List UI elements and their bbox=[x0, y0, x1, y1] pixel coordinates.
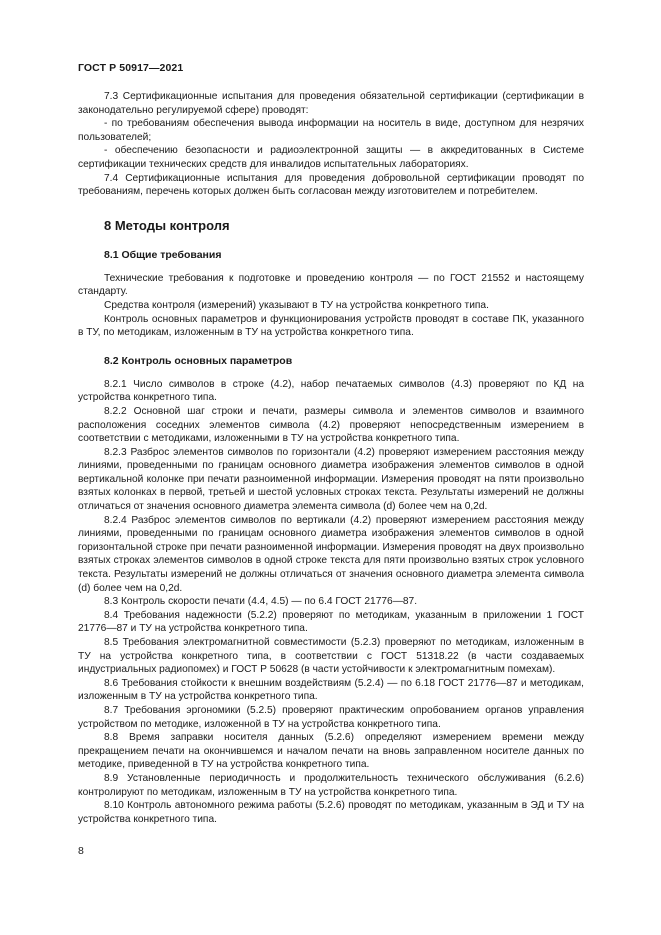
paragraph-8-6: 8.6 Требования стойкости к внешним воздействиям (5.2.4) — по 6.18 ГОСТ 21776—87 и методикам, изложенным в ТУ на устройства конкретного типа. bbox=[78, 677, 584, 703]
page-content bbox=[78, 90, 584, 826]
paragraph-8-2-1: 8.2.1 Число символов в строке (4.2), набор печатаемых символов (4.3) проверяют по КД на устройства конкретного типа. bbox=[78, 378, 584, 404]
paragraph-8-1-a: Технические требования к подготовке и проведению контроля — по ГОСТ 21552 и настоящему стандарту. bbox=[78, 272, 584, 298]
paragraph-8-1-b: Средства контроля (измерений) указывают в ТУ на устройства конкретного типа. bbox=[104, 299, 489, 311]
paragraph-8-10: 8.10 Контроль автономного режима работы (5.2.6) проводят по методикам, указанным в ЭД и ТУ на устройства конкретного типа. bbox=[78, 800, 584, 825]
paragraph-7-3: 7.3 Сертификационные испытания для проведения обязательной сертификации (сертификации в законодательно регулируемой сфере) проводят: bbox=[78, 91, 584, 116]
section-8-title: 8 Методы контроля bbox=[104, 217, 230, 233]
paragraph-8-2-3: 8.2.3 Разброс элементов символов по горизонтали (4.2) проверяют измерением расстояния между линиями, проведенными по границам основного диаметра изображения элементов символов в одной вертикальной колонке при печати разноименной информации. Измерения проводят на пяти произвольно взятых колонках в первой, третьей и шестой условных строках текста. Результаты измерений не должны отличаться от значения основного диаметра элемента символа (d) более чем на 0,2d. bbox=[78, 446, 584, 513]
paragraph-8-7: 8.7 Требования эргономики (5.2.5) проверяют практическим опробованием органов управления устройством по методике, изложенной в ТУ на устройства конкретного типа. bbox=[78, 704, 584, 730]
paragraph-8-5: 8.5 Требования электромагнитной совместимости (5.2.3) проверяют по методикам, изложенным в ТУ на устройства конкретного типа, в соответствии с ГОСТ 51318.22 (в части создаваемых индустриальных радиопомех) и ГОСТ Р 50628 (в части устойчивости к электромагнитным помехам). bbox=[78, 637, 584, 676]
paragraph-8-9: 8.9 Установленные периодичность и продолжительность технического обслуживания (6.2.6) контролируют по методикам, изложенным в ТУ на устройства конкретного типа. bbox=[78, 772, 584, 798]
paragraph-8-8: 8.8 Время заправки носителя данных (5.2.6) определяют измерением времени между прекращением печати на окончившемся и началом печати на вновь заправленном носителе данных по методике, приведенной в ТУ на устройства конкретного типа. bbox=[78, 732, 584, 771]
paragraph-8-2-4: 8.2.4 Разброс элементов символов по вертикали (4.2) проверяют измерением расстояния между линиями, проведенными по границам основного диаметра изображения элементов символов в одной горизонтальной строке при печати разноименной информации. Измерения проводят на двух произвольно взятых строках элементов символов в одной строке текста для пяти произвольно взятых строк условного текста. Результаты измерений не должны отличаться от значения основного диаметра элемента символа (d) более чем на 0,2d. bbox=[78, 514, 584, 594]
paragraph-8-2-2: 8.2.2 Основной шаг строки и печати, размеры символа и элементов символов и взаимного расположения соседних элементов символа (4.2) проверяют непосредственным измерением в соответствии с методиками, изложенными в ТУ на устройства конкретного типа. bbox=[78, 405, 584, 445]
paragraph-8-3: 8.3 Контроль скорости печати (4.4, 4.5) — по 6.4 ГОСТ 21776—87. bbox=[104, 596, 418, 608]
paragraph-8-4: 8.4 Требования надежности (5.2.2) проверяют по методикам, указанным в приложении 1 ГОСТ 21776—87 и ТУ на устройства конкретного типа. bbox=[78, 609, 584, 635]
paragraph-7-3-item-1: - по требованиям обеспечения вывода информации на носитель в виде, доступном для незрячих пользователей; bbox=[78, 118, 584, 143]
document-header: ГОСТ Р 50917—2021 bbox=[78, 62, 184, 74]
paragraph-7-4: 7.4 Сертификационные испытания для проведения добровольной сертификации проводят по требованиям, перечень которых должен быть согласован между изготовителем и потребителем. bbox=[78, 172, 584, 198]
subsection-8-1-title: 8.1 Общие требования bbox=[104, 248, 222, 261]
subsection-8-2-title: 8.2 Контроль основных параметров bbox=[104, 354, 293, 367]
paragraph-8-1-c: Контроль основных параметров и функционирования устройств проводят в составе ПК, указанного в ТУ, по методикам, изложенным в ТУ на устройства конкретного типа. bbox=[78, 313, 584, 339]
paragraph-7-3-item-2: - обеспечению безопасности и радиоэлектронной защиты — в аккредитованных в Системе сертификации технических средств для инвалидов испытательных лабораториях. bbox=[78, 145, 584, 170]
page-number: 8 bbox=[78, 845, 84, 857]
